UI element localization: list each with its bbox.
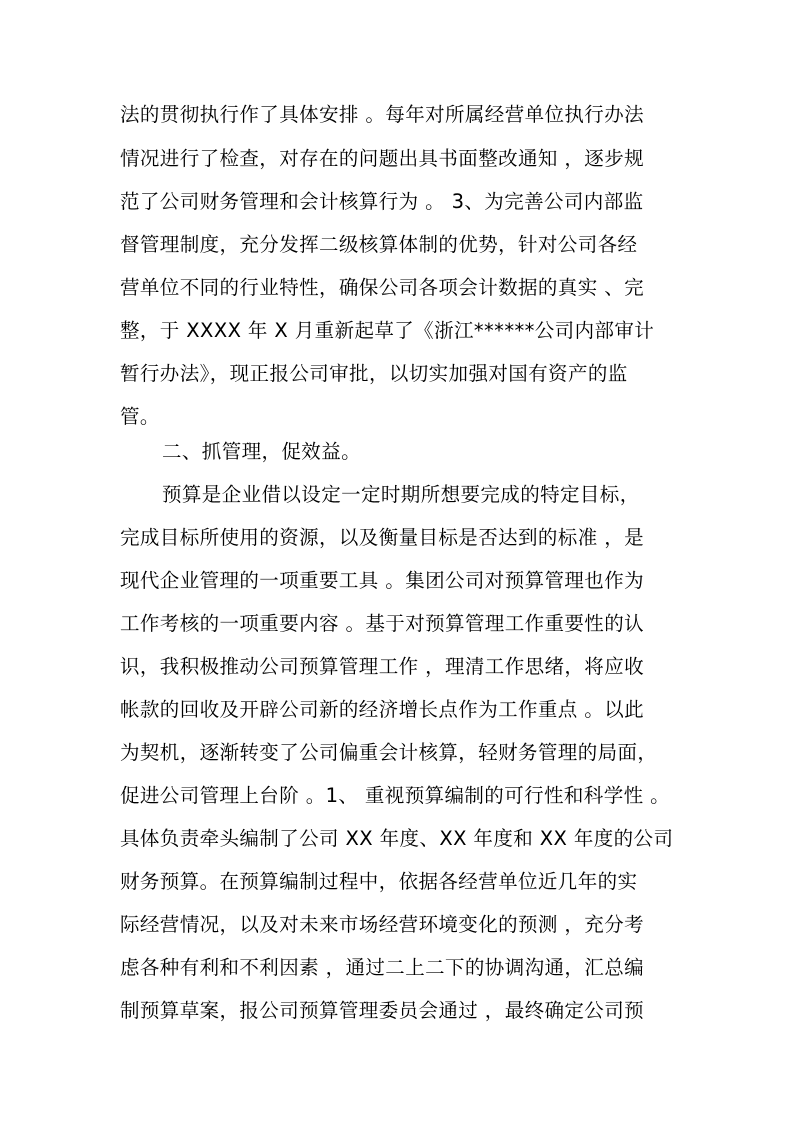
text-line: 完成目标所使用的资源，以及衡量目标是否达到的标准 ，是 (120, 526, 644, 549)
text-line: 暂行办法》，现正报公司审批，以切实加强对国有资产的监 (120, 362, 628, 385)
section-heading: 二、抓管理，促效益。 (162, 440, 362, 463)
text-line: 督管理制度，充分发挥二级核算体制的优势，针对公司各经 (120, 233, 638, 256)
text-line: 工作考核的一项重要内容 。基于对预算管理工作重要性的认 (120, 612, 644, 635)
text-line: 虑各种有利和不利因素 ，通过二上二下的协调沟通，汇总编 (120, 956, 644, 979)
text-line: 现代企业管理的一项重要工具 。集团公司对预算管理也作为 (120, 569, 644, 592)
text-line: 财务预算。在预算编制过程中，依据各经营单位近几年的实 (120, 870, 638, 893)
text-line: 预算是企业借以设定一定时期所想要完成的特定目标， (162, 483, 640, 506)
text-line: 促进公司管理上台阶 。1、 重视预算编制的可行性和科学性 。 (120, 784, 671, 807)
text-line: 制预算草案，报公司预算管理委员会通过 ，最终确定公司预 (120, 999, 644, 1022)
text-line: 法的贯彻执行作了具体安排 。每年对所属经营单位执行办法 (120, 103, 644, 126)
text-line: 营单位不同的行业特性，确保公司各项会计数据的真实 、完 (120, 276, 644, 299)
text-line: 际经营情况，以及对未来市场经营环境变化的预测 ，充分考 (120, 913, 644, 936)
text-line: 识，我积极推动公司预算管理工作 ，理清工作思绪，将应收 (120, 655, 644, 678)
text-line: 具体负责牵头编制了公司 XX 年度、XX 年度和 XX 年度的公司 (120, 827, 674, 850)
text-line: 范了公司财务管理和会计核算行为 。 3、为完善公司内部监 (120, 190, 644, 213)
text-line: 情况进行了检查，对存在的问题出具书面整改通知 ，逐步规 (120, 147, 644, 170)
text-line: 整，于 XXXX 年 X 月重新起草了《浙江******公司内部审计 (120, 319, 655, 342)
text-line: 为契机，逐渐转变了公司偏重会计核算，轻财务管理的局面， (120, 741, 658, 764)
text-line: 管。 (120, 405, 160, 428)
text-line: 帐款的回收及开辟公司新的经济增长点作为工作重点 。以此 (120, 698, 644, 721)
